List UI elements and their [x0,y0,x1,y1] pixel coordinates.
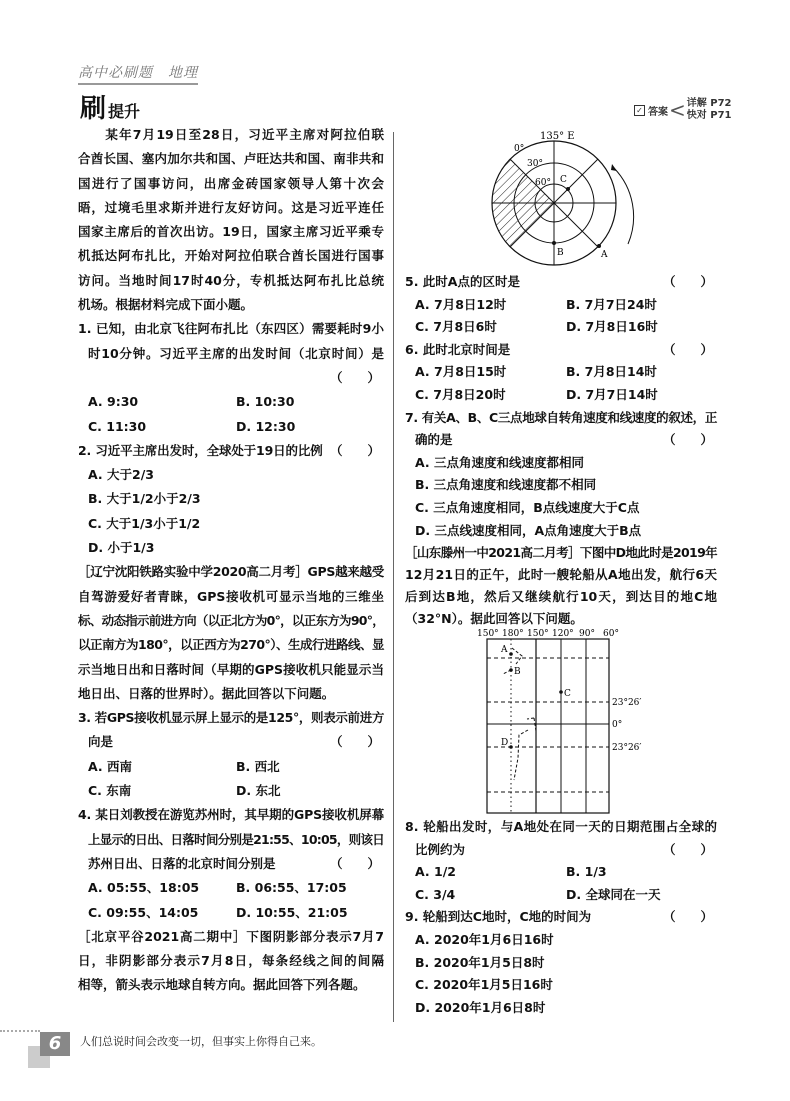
answer-blank[interactable]: （ ） [662,909,713,925]
option-b[interactable]: B. 7月7日24时 [566,296,657,312]
label-b: B [557,248,564,258]
section-title-big: 刷 [80,94,107,124]
option-a[interactable]: A. 9:30 [88,394,139,410]
passage-line: 日，非阴影部分表示7月8日，每条经线之间的间隔 [78,953,384,969]
option-c[interactable]: C. 7月8日6时 [415,319,497,335]
passage-line: 示当地日出和日落时间（早期的GPS接收机只能显示当 [78,661,384,677]
question-stem: 3. 若GPS接收机显示屏上显示的是125°，则表示前进方 [78,710,384,726]
option-a[interactable]: A. 05:55、18:05 [88,880,200,896]
point-d [509,745,513,749]
answer-blank[interactable]: （ ） [329,369,380,385]
passage-line: 相等，箭头表示地球自转方向。据此回答下列各题。 [78,977,366,993]
option-b[interactable]: B. 西北 [236,758,280,774]
question-6 [405,339,717,407]
passage-line: 机场。根据材料完成下面小题。 [78,297,254,313]
column-divider [393,132,394,1022]
option-a[interactable]: A. 大于2/3 [88,467,154,483]
option-a[interactable]: A. 7月8日12时 [415,296,507,312]
passage-line: 地日出、日落的世界时）。据此回答以下问题。 [78,685,335,701]
rotation-arrow-icon [614,168,634,244]
label-c: C [564,689,571,699]
option-d[interactable]: D. 三点线速度相同，A点角速度大于B点 [415,522,642,538]
lon-label: 150° [527,629,549,639]
page-number: 6 [40,1032,70,1056]
question-2 [78,439,384,560]
question-3 [78,706,384,803]
point-b [552,241,556,245]
passage-line: ［山东滕州一中2021高二月考］下图中D地此时是2019年 [405,545,717,561]
question-stem: 苏州日出、日落的北京时间分别是 [88,855,276,871]
question-stem: 4. 某日刘教授在游览苏州时，其早期的GPS接收机屏幕 [78,807,384,823]
passage-line: 标、动态指示前进方向（以正北方为0°，以正东方为90°， [78,612,384,628]
option-a[interactable]: A. 2020年1月6日16时 [415,931,554,947]
passage-line: 访问。当地时间17时40分，专机抵达阿布扎比总统 [78,272,384,288]
right-column-upper [405,271,717,630]
question-8 [405,816,717,906]
option-b[interactable]: B. 2020年1月5日8时 [415,954,545,970]
label-lat-60: 60° [535,178,551,188]
section-title-small: 提升 [108,102,141,121]
question-stem: 9. 轮船到达C地时，C地的时间为 [405,909,592,925]
point-a [597,244,601,248]
footer-dotted-line [0,1030,40,1032]
label-a: A [601,250,608,260]
lat-label: 23°26′ [612,743,642,753]
footer-quote: 人们总说时间会改变一切，但事实上你得自己来。 [80,1035,322,1048]
passage-line: ［辽宁沈阳铁路实验中学2020高二月考］GPS越来越受 [78,564,384,580]
passage-line: 国家主席后的首次出访。19日，国家主席习近平乘专 [78,224,384,240]
passage-line: 国进行了国事访问，出席金砖国家领导人第十次会 [78,175,384,191]
passage-line: ［北京平谷2021高二期中］下图阴影部分表示7月7 [78,928,384,944]
label-lat-30: 30° [527,159,543,169]
option-a[interactable]: A. 1/2 [415,864,456,880]
question-stem: 6. 此时北京时间是 [405,341,511,357]
lat-lon-grid-figure [470,626,670,818]
answer-blank[interactable]: （ ） [329,855,380,871]
option-c[interactable]: C. 09:55、14:05 [88,904,199,920]
polar-view-figure [480,128,640,268]
point-b [509,668,513,672]
answer-quick-page: 快对 P71 [686,110,732,121]
lat-label: 0° [612,720,623,730]
answer-blank[interactable]: （ ） [662,841,713,857]
lon-label: 180° [502,629,524,639]
point-c [559,690,563,694]
shandong-passage [405,542,717,630]
question-stem: 确的是 [415,432,453,448]
passage-line: （32°N）。据此回答以下问题。 [405,611,583,627]
option-c[interactable]: C. 3/4 [415,886,456,902]
label-c: C [560,175,567,185]
passage-line: 晤，过境毛里求斯并进行友好访问。这是习近平连任 [78,199,384,215]
question-stem: 1. 已知，由北京飞往阿布扎比（东四区）需要耗时9小 [78,321,384,337]
passage-line: 12月21日的正午，此时一艘轮船从A地出发，航行6天 [405,567,717,583]
option-b[interactable]: B. 7月8日14时 [566,364,657,380]
option-d[interactable]: D. 小于1/3 [88,540,155,556]
question-stem: 向是 [88,734,114,750]
map-frame [487,639,609,813]
running-header: 高中必刷题 地理 [78,62,198,85]
gps-passage [78,560,384,706]
answer-blank[interactable]: （ ） [329,442,380,458]
question-stem: 5. 此时A点的区时是 [405,274,520,289]
option-d[interactable]: D. 7月8日16时 [566,319,658,335]
option-d[interactable]: D. 2020年1月6日8时 [415,999,546,1015]
lat-label: 23°26′ [612,698,642,708]
answer-reference [634,98,732,122]
question-stem: 2. 习近平主席出发时，全球处于19日的比例 [78,442,323,458]
option-d[interactable]: D. 12:30 [236,418,296,434]
label-d: D [501,738,509,748]
option-d[interactable]: D. 7月7日14时 [566,386,658,402]
lon-label: 60° [603,629,619,639]
intro-passage [78,123,384,317]
question-9 [405,906,717,1019]
label-lat-0: 0° [514,144,525,154]
option-c[interactable]: C. 三点角速度相同，B点线速度大于C点 [415,499,640,515]
pinggu-passage [78,925,384,998]
option-b[interactable]: B. 三点角速度和线速度都不相同 [415,477,597,493]
question-stem: 7. 有关A、B、C三点地球自转角速度和线速度的叙述，正 [405,409,717,425]
option-b[interactable]: B. 大于1/2小于2/3 [88,491,201,507]
label-a: A [501,645,508,655]
option-a[interactable]: A. 7月8日15时 [415,364,507,380]
option-d[interactable]: D. 全球同在一天 [566,886,661,902]
point-a [509,652,513,656]
answer-detail-page: 详解 P72 [686,98,732,109]
option-a[interactable]: A. 西南 [88,758,133,774]
lon-label: 120° [552,629,574,639]
option-b[interactable]: B. 06:55、17:05 [236,880,347,896]
option-c[interactable]: C. 大于1/3小于1/2 [88,515,201,531]
point-c [566,187,570,191]
option-b[interactable]: B. 1/3 [566,864,607,880]
question-4 [78,803,384,924]
lon-label: 90° [579,629,595,639]
answer-blank[interactable]: （ ） [662,341,713,357]
question-stem: 8. 轮船出发时，与A地处在同一天的日期范围占全球的 [405,819,717,834]
passage-line: 某年7月19日至28日，习近平主席对阿拉伯联 [78,127,384,142]
label-135e: 135° E [540,131,575,142]
passage-line: 后到达B地，然后又继续航行10天，到达目的地C地 [405,589,717,605]
passage-line: 以正南方为180°，以正西方为270°）、生成行进路线、显 [78,637,384,653]
answer-blank[interactable]: （ ） [662,274,713,289]
passage-line: 自驾游爱好者青睐，GPS接收机可显示当地的三维坐 [78,588,384,604]
brace-icon: < [669,98,686,122]
checkbox-icon: ✓ [634,105,645,116]
question-stem: 上显示的日出、日落时间分别是21:55、10:05，则该日 [88,831,384,847]
answer-blank[interactable]: （ ） [329,734,380,750]
question-1 [78,317,384,438]
option-d[interactable]: D. 东北 [236,783,281,799]
question-stem: 时10分钟。习近平主席的出发时间（北京时间）是 [88,345,384,361]
option-c[interactable]: C. 7月8日20时 [415,386,506,402]
answer-blank[interactable]: （ ） [662,432,713,448]
question-5 [405,271,717,339]
question-stem: 比例约为 [415,841,466,857]
question-7 [405,407,717,543]
passage-line: 合酋长国、塞内加尔共和国、卢旺达共和国、南非共和 [78,151,384,167]
answer-label: 答案 [648,106,668,118]
left-column [78,123,384,998]
lon-label: 150° [477,629,499,639]
option-c[interactable]: C. 11:30 [88,418,147,434]
option-c[interactable]: C. 2020年1月5日16时 [415,977,553,993]
passage-line: 机抵达阿布扎比，开始对阿拉伯联合酋长国进行国事 [78,248,384,264]
option-d[interactable]: D. 10:55、21:05 [236,904,348,920]
label-b: B [514,667,521,677]
section-title [80,88,140,125]
right-column-lower [405,816,717,1019]
option-b[interactable]: B. 10:30 [236,394,295,410]
option-a[interactable]: A. 三点角速度和线速度都相同 [415,454,585,470]
option-c[interactable]: C. 东南 [88,783,132,799]
